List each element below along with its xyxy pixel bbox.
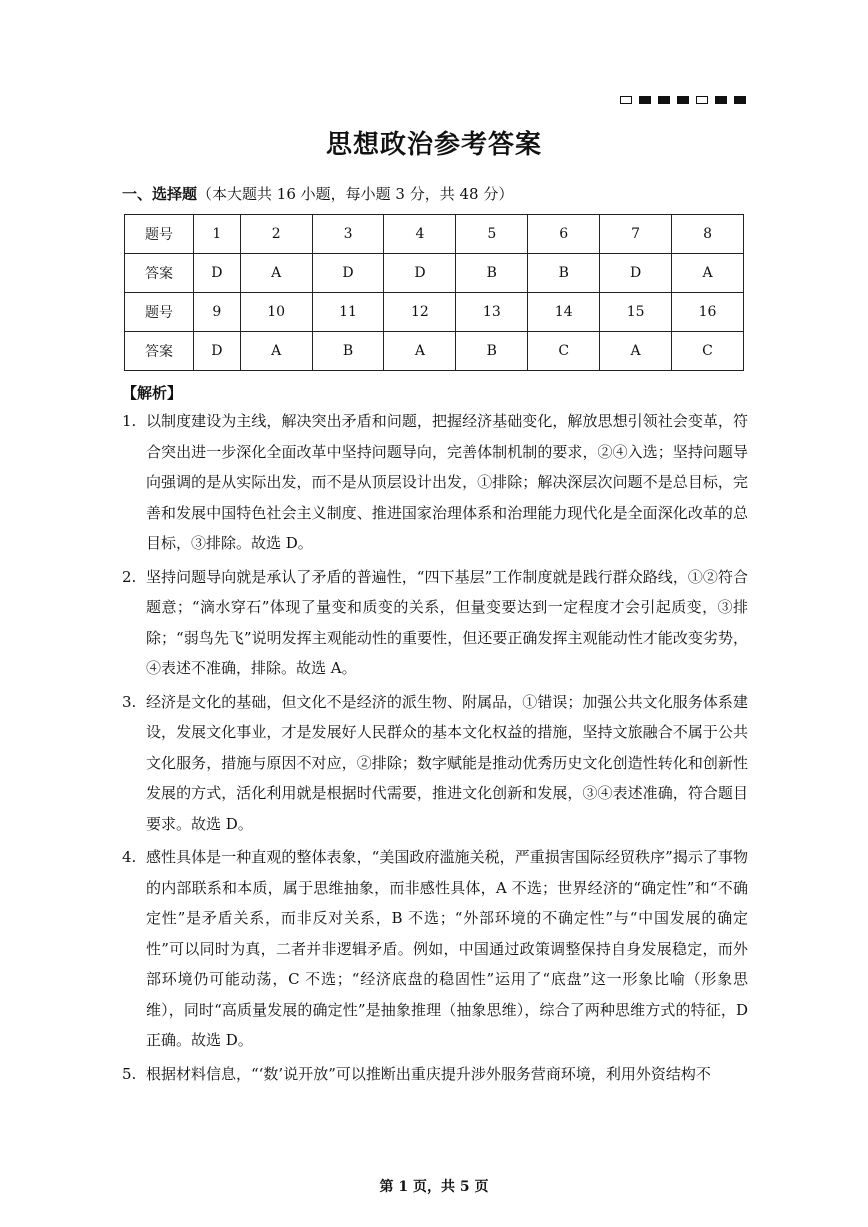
exam-code-marks bbox=[620, 96, 746, 104]
analysis-item-number: 4. bbox=[122, 848, 137, 866]
table-cell: 7 bbox=[600, 215, 672, 254]
table-cell: A bbox=[240, 332, 312, 371]
table-cell: D bbox=[600, 254, 672, 293]
code-box-filled bbox=[734, 96, 746, 104]
table-cell: C bbox=[672, 332, 744, 371]
table-cell: 10 bbox=[240, 293, 312, 332]
table-cell: 8 bbox=[672, 215, 744, 254]
section-heading-note: （本大题共 16 小题，每小题 3 分，共 48 分） bbox=[197, 185, 514, 203]
analysis-item bbox=[122, 1059, 748, 1090]
code-box-empty bbox=[696, 96, 708, 104]
table-row-header: 题号 bbox=[125, 215, 194, 254]
page-title: 思想政治参考答案 bbox=[325, 130, 542, 160]
table-cell: 1 bbox=[194, 215, 241, 254]
table-cell: B bbox=[456, 332, 528, 371]
table-cell: A bbox=[240, 254, 312, 293]
table-cell: B bbox=[456, 254, 528, 293]
table-cell: A bbox=[384, 332, 456, 371]
table-cell: 15 bbox=[600, 293, 672, 332]
table-cell: D bbox=[312, 254, 384, 293]
table-cell: A bbox=[600, 332, 672, 371]
table-cell: 6 bbox=[528, 215, 600, 254]
analysis-item-text: 根据材料信息，“‘数’说开放”可以推断出重庆提升涉外服务营商环境，利用外资结构不 bbox=[146, 1064, 711, 1083]
table-row-header: 题号 bbox=[125, 293, 194, 332]
table-row bbox=[125, 215, 744, 254]
table-cell: D bbox=[194, 254, 241, 293]
table-cell: 4 bbox=[384, 215, 456, 254]
analysis-item-number: 3. bbox=[122, 692, 137, 711]
analysis-list bbox=[122, 406, 748, 1092]
page-footer: 第 1 页，共 5 页 bbox=[379, 1179, 489, 1195]
analysis-item-text: 坚持问题导向就是承认了矛盾的普遍性，“四下基层”工作制度就是践行群众路线，①②符合题意；“滴水穿石”体现了量变和质变的关系，但量变要达到一定程度才会引起质变，③排除；“弱鸟先飞”说明发挥主观能动性的重要性，但还要正确发挥主观能动性才能改变劣势，④表述不准确，排除。故选 A。 bbox=[146, 567, 748, 677]
table-cell: 13 bbox=[456, 293, 528, 332]
code-box-filled bbox=[639, 96, 651, 104]
table-cell: D bbox=[384, 254, 456, 293]
table-cell: 11 bbox=[312, 293, 384, 332]
analysis-item bbox=[122, 562, 748, 684]
section-heading bbox=[122, 183, 513, 204]
table-row bbox=[125, 254, 744, 293]
analysis-item bbox=[122, 687, 748, 840]
table-row-header: 答案 bbox=[125, 332, 194, 371]
table-cell: 5 bbox=[456, 215, 528, 254]
table-row bbox=[125, 293, 744, 332]
analysis-item-text: 感性具体是一种直观的整体表象，“美国政府滥施关税，严重损害国际经贸秩序”揭示了事物的内部联系和本质，属于思维抽象，而非感性具体，A 不选；世界经济的“确定性”和“不确定性”是矛盾关系，而非反对关系，B 不选；“外部环境的不确定性”与“中国发展的确定性”可以同时为真，二者并非逻辑矛盾。例如，中国通过政策调整保持自身发展稳定，而外部环境仍可能动荡，C 不选；“经济底盘的稳固性”运用了“底盘”这一形象比喻（形象思维），同时“高质量发展的确定性”是抽象推理（抽象思维），综合了两种思维方式的特征，D 正确。故选 D。 bbox=[146, 848, 748, 1049]
table-cell: D bbox=[194, 332, 241, 371]
table-cell: A bbox=[672, 254, 744, 293]
table-cell: B bbox=[528, 254, 600, 293]
table-cell: C bbox=[528, 332, 600, 371]
table-cell: 3 bbox=[312, 215, 384, 254]
analysis-item-number: 2. bbox=[122, 567, 137, 586]
section-heading-label: 一、选择题 bbox=[122, 185, 198, 203]
analysis-heading: 【解析】 bbox=[122, 384, 183, 402]
table-cell: B bbox=[312, 332, 384, 371]
table-cell: 14 bbox=[528, 293, 600, 332]
analysis-item bbox=[122, 406, 748, 559]
analysis-item-text: 经济是文化的基础，但文化不是经济的派生物、附属品，①错误；加强公共文化服务体系建设，发展文化事业，才是发展好人民群众的基本文化权益的措施，坚持文旅融合不属于公共文化服务，措施与原因不对应，②排除；数字赋能是推动优秀历史文化创造性转化和创新性发展的方式，活化利用就是根据时代需要，推进文化创新和发展，③④表述准确，符合题目要求。故选 D。 bbox=[146, 692, 748, 833]
table-cell: 16 bbox=[672, 293, 744, 332]
table-cell: 12 bbox=[384, 293, 456, 332]
analysis-item-number: 1. bbox=[122, 412, 137, 430]
analysis-item-number: 5. bbox=[122, 1064, 137, 1083]
analysis-item bbox=[122, 842, 748, 1056]
table-cell: 9 bbox=[194, 293, 241, 332]
code-box-filled bbox=[715, 96, 727, 104]
analysis-item-text: 以制度建设为主线，解决突出矛盾和问题，把握经济基础变化，解放思想引领社会变革，符合突出进一步深化全面改革中坚持问题导向，完善体制机制的要求，②④入选；坚持问题导向强调的是从实际出发，而不是从顶层设计出发，①排除；解决深层次问题不是总目标，完善和发展中国特色社会主义制度、推进国家治理体系和治理能力现代化是全面深化改革的总目标，③排除。故选 D。 bbox=[146, 412, 748, 552]
code-box-filled bbox=[677, 96, 689, 104]
code-box-empty bbox=[620, 96, 632, 104]
table-row bbox=[125, 332, 744, 371]
answer-table bbox=[124, 214, 744, 371]
code-box-filled bbox=[658, 96, 670, 104]
table-row-header: 答案 bbox=[125, 254, 194, 293]
table-cell: 2 bbox=[240, 215, 312, 254]
